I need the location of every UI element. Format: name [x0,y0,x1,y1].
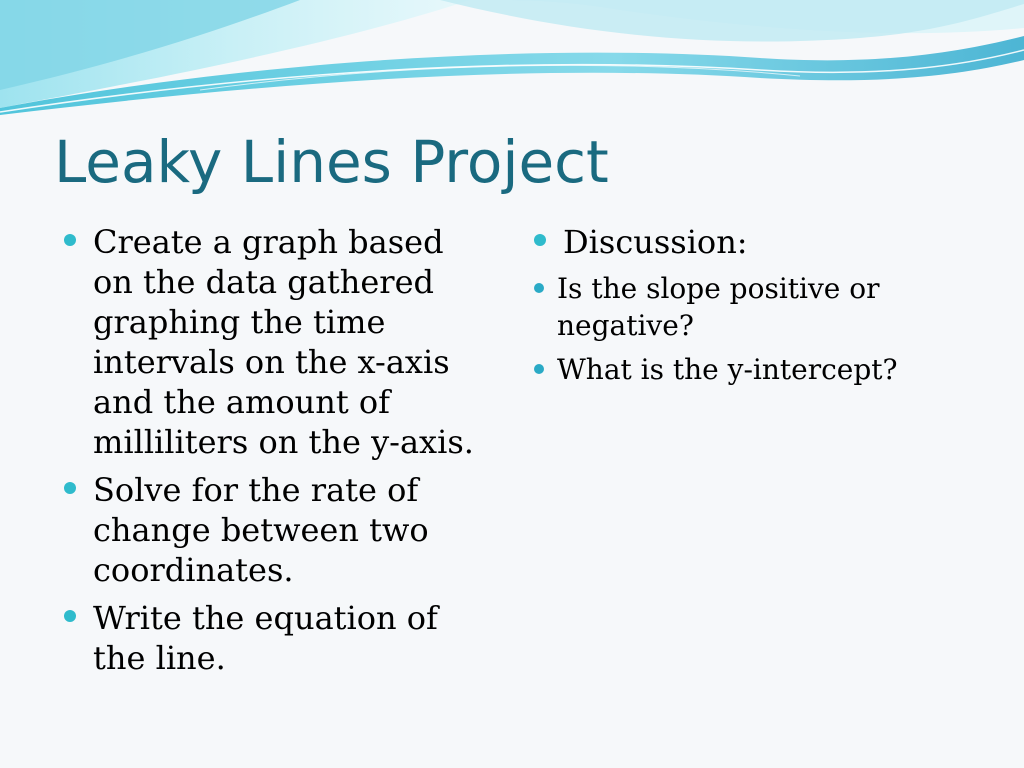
left-bullet-list [62,222,492,686]
bullet-text: Create a graph based on the data gathered graphing the time intervals on the x-axis and the amount of milliliters on the y-axis. [93,223,474,461]
bullet-item [62,598,492,678]
sub-bullet-text: What is the y-intercept? [557,353,898,386]
sub-bullet-item [532,270,1002,344]
bullet-icon [64,610,76,622]
bullet-icon [64,482,76,494]
discussion-sub-list [532,270,1002,388]
right-bullet-list [532,222,1002,395]
bullet-icon [534,234,546,246]
bullet-item [62,222,492,462]
bullet-text: Write the equation of the line. [93,599,438,677]
sub-bullet-icon [534,283,544,293]
bullet-text: Solve for the rate of change between two coordinates. [93,471,429,589]
sub-bullet-item [532,351,1002,388]
discussion-heading: Discussion: [563,223,748,261]
discussion-bullet [532,222,1002,262]
sub-bullet-text: Is the slope positive or negative? [557,272,880,342]
header-wave-decoration [0,0,1024,120]
bullet-item [62,470,492,590]
sub-bullet-icon [534,364,544,374]
bullet-icon [64,234,76,246]
slide-title: Leaky Lines Project [54,128,609,196]
